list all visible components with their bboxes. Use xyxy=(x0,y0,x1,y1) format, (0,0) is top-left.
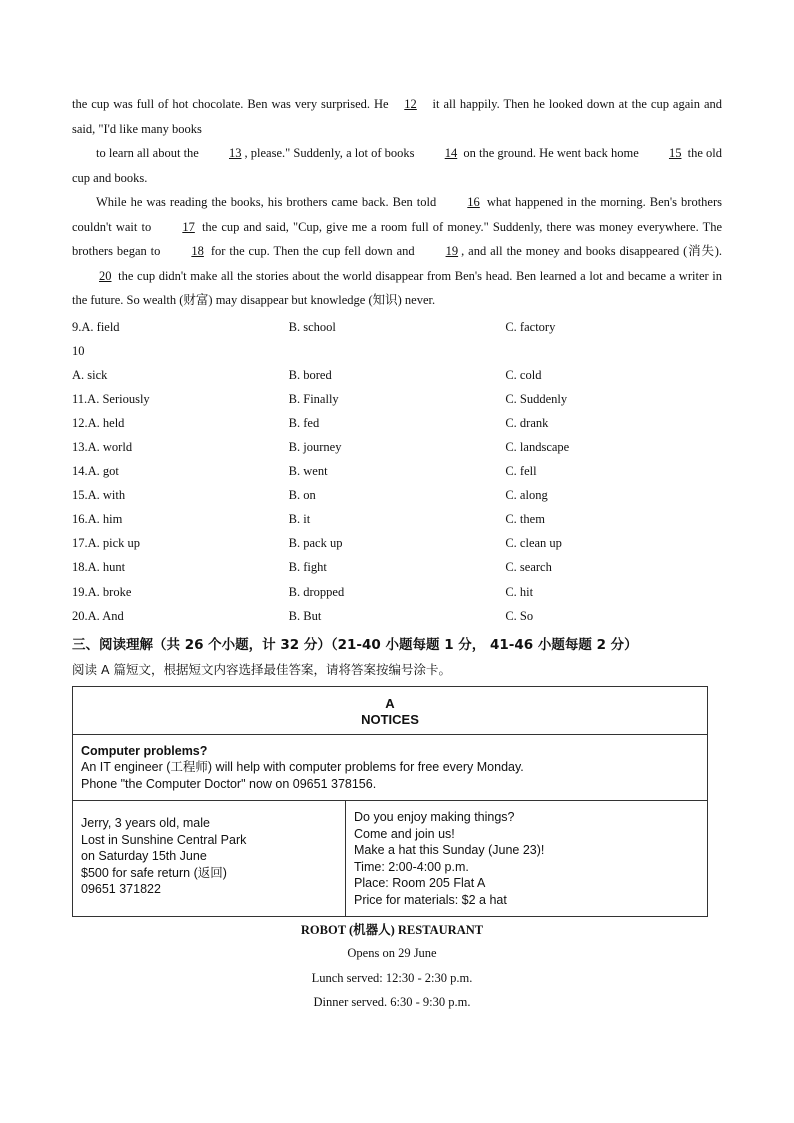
passage-text: the old cup and books. xyxy=(72,146,723,185)
option-a: 11.A. Seriously xyxy=(72,391,150,406)
robot-dinner: Dinner served. 6:30 - 9:30 p.m. xyxy=(313,995,471,1010)
option-b: B. school xyxy=(288,319,336,334)
passage-text: to learn all about the xyxy=(96,146,199,160)
option-c: C. along xyxy=(505,488,548,503)
option-b xyxy=(289,339,506,363)
option-row xyxy=(72,531,722,555)
notice-computer-title: Computer problems? xyxy=(81,743,208,758)
blank-17: 17 xyxy=(182,219,195,234)
notice-lost xyxy=(73,801,346,917)
option-a: 13.A. world xyxy=(72,439,133,454)
option-row xyxy=(72,411,722,435)
option-a: 9.A. field xyxy=(72,319,120,334)
blank-14: 14 xyxy=(444,146,458,160)
notice-lost-line: 09651 371822 xyxy=(81,882,161,897)
option-row xyxy=(72,555,722,579)
blank-13: 13 xyxy=(229,146,242,160)
option-c: C. hit xyxy=(505,584,534,599)
passage-text: the cup was full of hot chocolate. Ben was very surprised. He xyxy=(72,97,389,111)
notice-lost-line: Lost in Sunshine Central Park xyxy=(81,832,247,847)
passage-text: on the ground. He went back home xyxy=(463,146,639,160)
blank-18: 18 xyxy=(191,244,204,258)
passage-text: what happened in the morning. Ben's brothers couldn't wait to xyxy=(72,195,722,234)
blank-12: 12 xyxy=(404,97,417,111)
notices-header xyxy=(73,686,708,734)
blank-19: 19 xyxy=(445,244,459,258)
option-b: B. went xyxy=(288,464,328,479)
option-c: C. So xyxy=(505,608,534,623)
notice-hat-line: Come and join us! xyxy=(354,826,455,841)
option-row xyxy=(72,339,722,363)
passage-text: While he was reading the books, his brothers came back. Ben told xyxy=(96,195,437,209)
notice-hat-line: Do you enjoy making things? xyxy=(354,810,515,825)
notices-table xyxy=(72,686,708,918)
notice-lost-line: Jerry, 3 years old, male xyxy=(81,816,210,831)
option-b: B. on xyxy=(288,488,316,503)
option-b: B. it xyxy=(288,512,311,527)
notice-computer-line: An IT engineer (工程师) will help with computer problems for free every Monday. xyxy=(81,760,524,775)
passage-paragraph-3 xyxy=(72,190,722,313)
robot-title: ROBOT (机器人) RESTAURANT xyxy=(300,923,484,938)
option-a: 12.A. held xyxy=(72,415,125,430)
option-c: C. cold xyxy=(505,367,542,382)
option-a: 16.A. him xyxy=(72,512,123,527)
blank-20: 20 xyxy=(99,268,112,283)
blank-16: 16 xyxy=(467,195,480,209)
option-b: B. dropped xyxy=(288,584,345,599)
option-c: C. clean up xyxy=(505,536,562,551)
passage-text: for the cup. Then the cup fell down and xyxy=(210,244,415,258)
blank-15: 15 xyxy=(668,146,682,160)
passage-text: the cup didn't make all the stories about the world disappear from Ben's head. Ben learned a lot and became a writer in the future. So wealth (财富) may disappear but knowledge (知识) never. xyxy=(72,268,723,307)
option-b: B. fight xyxy=(288,560,327,575)
robot-restaurant-notice xyxy=(72,919,712,1015)
option-a: 18.A. hunt xyxy=(72,560,126,575)
passage-text: , please." Suddenly, a lot of books xyxy=(244,146,415,160)
option-b: B. Finally xyxy=(288,391,339,406)
option-a: 20.A. And xyxy=(72,608,124,623)
option-b: B. But xyxy=(288,608,322,623)
section-title: 三、阅读理解（共 26 个小题，计 32 分）（21-40 小题每题 1 分， 41-46 小题每题 2 分） xyxy=(72,636,638,653)
answer-options xyxy=(72,315,722,628)
option-b: B. fed xyxy=(288,415,320,430)
option-row xyxy=(72,459,722,483)
robot-opens: Opens on 29 June xyxy=(347,946,437,961)
option-a: 14.A. got xyxy=(72,464,119,479)
option-a: 19.A. broke xyxy=(72,584,132,599)
notice-computer-line: Phone "the Computer Doctor" now on 09651 378156. xyxy=(81,776,377,791)
option-c: C. landscape xyxy=(505,439,570,454)
passage-text: , and all the money and books disappeared (消失). xyxy=(461,244,723,258)
option-b: B. bored xyxy=(288,367,332,382)
option-b: B. journey xyxy=(288,439,342,454)
option-c: C. fell xyxy=(505,464,537,479)
passage-paragraph-2 xyxy=(72,141,722,190)
option-c xyxy=(505,339,722,363)
section-instruction: 阅读 A 篇短文，根据短文内容选择最佳答案，请将答案按编号涂卡。 xyxy=(72,661,451,677)
option-row xyxy=(72,315,722,339)
option-row xyxy=(72,507,722,531)
notice-computer xyxy=(73,734,708,801)
option-c: C. drank xyxy=(505,415,549,430)
notice-lost-line: $500 for safe return (返回) xyxy=(81,865,227,880)
notice-hat-line: Place: Room 205 Flat A xyxy=(354,876,486,891)
option-c: C. factory xyxy=(505,319,556,334)
option-a: 17.A. pick up xyxy=(72,536,141,551)
notice-hat-line: Price for materials: $2 a hat xyxy=(354,892,507,907)
option-row xyxy=(72,580,722,604)
notice-lost-line: on Saturday 15th June xyxy=(81,849,207,864)
passage-text: the cup and said, "Cup, give me a room full of money." Suddenly, there was money everywhere. The brothers began to xyxy=(72,219,723,258)
option-a: A. sick xyxy=(72,367,108,382)
option-c: C. search xyxy=(505,560,552,575)
passage-letter: A xyxy=(385,695,395,711)
option-a: 15.A. with xyxy=(72,488,126,503)
notice-hat xyxy=(346,801,708,917)
robot-lunch: Lunch served: 12:30 - 2:30 p.m. xyxy=(311,970,473,985)
passage-paragraph-1 xyxy=(72,92,722,141)
notice-hat-line: Time: 2:00-4:00 p.m. xyxy=(354,859,469,874)
option-row xyxy=(72,483,722,507)
option-c: C. Suddenly xyxy=(505,391,568,406)
notice-hat-line: Make a hat this Sunday (June 23)! xyxy=(354,843,545,858)
option-b: B. pack up xyxy=(288,536,343,551)
option-c: C. them xyxy=(505,512,545,527)
option-a: 10 xyxy=(72,343,85,358)
notices-heading: NOTICES xyxy=(361,711,419,727)
option-row xyxy=(72,435,722,459)
worksheet-page xyxy=(72,92,722,1015)
option-row xyxy=(72,604,722,628)
option-row xyxy=(72,363,722,387)
passage-text: it all happily. Then he looked down at the cup again and said, "I'd like many books xyxy=(72,97,723,136)
option-row xyxy=(72,387,722,411)
